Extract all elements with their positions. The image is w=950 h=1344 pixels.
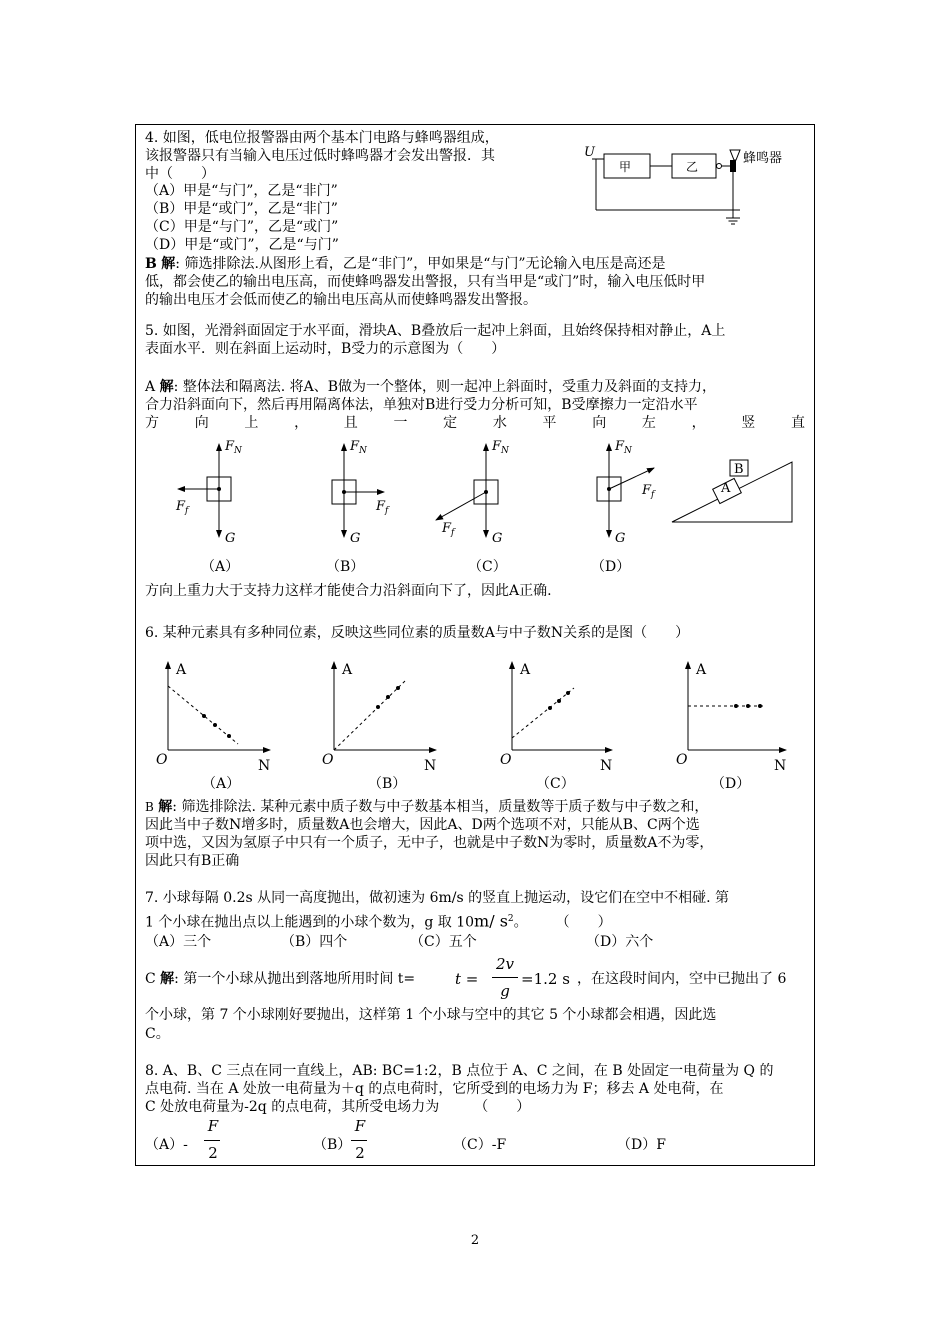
q6-answer-line-2: 因此当中子数N增多时，质量数A也会增大，因此A、D两个选项不对，只能从B、C两个选 — [145, 817, 700, 833]
q7-line-2b: 。 （ ） — [513, 914, 612, 931]
q8-option-b-num: F — [354, 1117, 366, 1135]
q8-option-b-bar — [351, 1140, 367, 1141]
q7-answer-line-3: C。 — [145, 1026, 170, 1042]
force-diagram-d — [597, 439, 656, 546]
q4-answer-line-1 — [145, 255, 666, 273]
q8-option-b-label: （B） — [313, 1137, 352, 1153]
spread-char: 向 — [194, 415, 209, 431]
q4-option-d: （D）甲是“或门”，乙是“与门” — [145, 237, 339, 253]
q5-caption-b: （B） — [326, 559, 365, 575]
svg-text:N: N — [424, 758, 437, 774]
q7-answer-label: C — [145, 971, 156, 987]
svg-text:O: O — [156, 752, 168, 768]
q7-formula-denominator: g — [500, 982, 510, 1000]
svg-text:A: A — [520, 662, 531, 678]
spread-char: 且 — [343, 415, 358, 431]
svg-text:O: O — [500, 752, 512, 768]
q4-answer-line-2: 低，都会使乙的输出电压高，而使蜂鸣器发出警报，只有当甲是“或门”时，输入电压低时甲 — [145, 274, 706, 290]
q5-jie: 解 — [159, 379, 174, 395]
q5-answer-text-1: : 整体法和隔离法. 将A、B做为一个整体，则一起冲上斜面时，受重力及斜面的支持力， — [173, 379, 717, 395]
q7-option-c: （C）五个 — [410, 934, 477, 950]
spread-char: 上 — [244, 415, 259, 431]
svg-text:N: N — [774, 758, 787, 774]
q8-option-c: （C）-F — [453, 1137, 507, 1153]
q5-answer-label: A — [145, 379, 156, 395]
q5-answer-conclusion: 方向上重力大于支持力这样才能使合力沿斜面向下了，因此A正确. — [145, 583, 552, 599]
q4-answer-line-3: 的输出电压才会低而使乙的输出电压高从而使蜂鸣器发出警报。 — [145, 292, 537, 308]
svg-text:FN: $F_N$ — [492, 439, 509, 456]
force-diagram-a — [175, 439, 243, 546]
q6-answer-line-4: 因此只有B正确 — [145, 853, 240, 869]
q8-option-b-den: 2 — [355, 1144, 365, 1162]
q5-answer-line-2: 合力沿斜面向下，然后再用隔离体法，单独对B进行受力分析可知，B受摩擦力一定沿水平 — [145, 397, 698, 413]
q4-line-1: 4. 如图，低电位报警器由两个基本门电路与蜂鸣器组成， — [145, 130, 499, 146]
svg-text:Ff: $F_f$ — [376, 499, 389, 516]
q6-caption-b: （B） — [368, 776, 407, 792]
q6-caption-a: （A） — [202, 776, 241, 792]
svg-text:G: G — [492, 531, 503, 546]
buzzer-label: 蜂鸣器 — [743, 151, 783, 166]
q7-unit-exp: 2 — [507, 914, 514, 924]
q5-caption-a: （A） — [201, 559, 240, 575]
q7-formula-lhs: t = — [455, 970, 479, 988]
svg-text:A: A — [721, 481, 731, 496]
q4-jie: 解 — [161, 256, 176, 272]
q7-formula-rhs: =1.2 s — [521, 970, 570, 988]
q7-unit: m/ s — [474, 911, 508, 931]
svg-text:Ff: $F_f$ — [442, 521, 455, 538]
q8-line-3: C 处放电荷量为-2q 的点电荷，其所受电场力为 （ ） — [145, 1099, 531, 1115]
isotope-graph-d — [676, 662, 786, 774]
spread-char: ， — [691, 415, 706, 431]
not-bubble — [717, 164, 722, 169]
spread-char: 方 — [145, 415, 159, 431]
q7-answer-text-b: ，在这段时间内，空中已抛出了 6 — [577, 971, 787, 987]
q7-formula-numerator: 2v — [495, 955, 515, 973]
q7-line-2 — [145, 910, 612, 932]
q8-option-a-num: F — [207, 1117, 219, 1135]
svg-text:A: A — [342, 662, 353, 678]
q6-caption-c: （C） — [536, 776, 575, 792]
q7-answer-line-1a — [145, 970, 415, 988]
q8-line-1: 8. A、B、C 三点在同一直线上，AB: BC=1:2，B 点位于 A、C 之间，在 B 处固定一电荷量为 Q 的 — [145, 1063, 774, 1079]
svg-text:O: O — [322, 752, 334, 768]
spread-char: 向 — [592, 415, 607, 431]
svg-text:G: G — [350, 531, 361, 546]
svg-text:Ff: $F_f$ — [176, 499, 189, 516]
q4-option-b: （B）甲是“或门”，乙是“非门” — [145, 201, 338, 217]
q8-option-d: （D）F — [617, 1137, 666, 1153]
buzzer-icon — [730, 160, 736, 172]
isotope-graph-c — [500, 662, 612, 774]
q7-fraction-bar — [492, 977, 518, 978]
isotope-graph-b — [322, 662, 436, 774]
svg-text:FN: $F_N$ — [615, 439, 632, 456]
force-diagram-c — [436, 439, 510, 546]
q7-line-2a: 1 个小球在抛出点以上能遇到的小球个数为，g 取 10 — [145, 914, 475, 931]
q6-line: 6. 某种元素具有多种同位素，反映这些同位素的质量数A与中子数N关系的是图（ ） — [145, 625, 690, 641]
q5-caption-c: （C） — [468, 559, 507, 575]
svg-text:B: B — [734, 462, 744, 477]
spread-char: 竖 — [741, 415, 756, 431]
circuit-input-label: U — [584, 145, 595, 160]
q8-line-2: 点电荷. 当在 A 处放一电荷量为＋q 的点电荷时，它所受到的电场力为 F；移去 A 处电荷，在 — [145, 1081, 724, 1097]
ground-icon — [726, 218, 740, 224]
incline-diagram — [672, 460, 792, 522]
q6-answer-line-1 — [145, 798, 708, 816]
q4-circuit-diagram — [580, 138, 800, 238]
q7-jie: 解 — [160, 971, 175, 987]
q6-caption-d: （D） — [711, 776, 751, 792]
q7-answer-text-a: : 第一个小球从抛出到落地所用时间 t= — [174, 971, 416, 987]
spread-char: 一 — [393, 415, 408, 431]
q5-answer-line-1 — [145, 378, 716, 396]
svg-text:N: N — [600, 758, 613, 774]
q5-caption-d: （D） — [591, 559, 631, 575]
q5-line-2: 表面水平．则在斜面上运动时，B受力的示意图为（ ） — [145, 341, 506, 357]
q6-graphs — [150, 658, 810, 774]
q8-option-a-bar — [204, 1140, 220, 1141]
spread-char: 水 — [492, 415, 507, 431]
svg-text:FN: $F_N$ — [350, 439, 367, 456]
svg-text:Ff: $F_f$ — [642, 483, 655, 500]
q7-option-b: （B）四个 — [281, 934, 348, 950]
svg-text:O: O — [676, 752, 688, 768]
q6-jie: 解 — [158, 799, 173, 815]
spread-char: 左 — [641, 415, 656, 431]
q7-answer-line-2: 个小球，第 7 个小球刚好要抛出，这样第 1 个小球与空中的其它 5 个小球都会相遇，因此选 — [145, 1007, 717, 1023]
q4-answer-text-1: : 筛选排除法.从图形上看，乙是“非门”，甲如果是“与门”无论输入电压是高还是 — [175, 256, 666, 272]
spread-char: 平 — [542, 415, 557, 431]
q7-line-1: 7. 小球每隔 0.2s 从同一高度抛出，做初速为 6m/s 的竖直上抛运动，设它们在空中不相碰. 第 — [145, 890, 730, 906]
isotope-graph-a — [156, 662, 270, 774]
spread-char: 定 — [443, 415, 458, 431]
q6-answer-label: B — [145, 800, 154, 814]
spread-char: ， — [294, 415, 309, 431]
q8-option-a-label: （A）- — [145, 1137, 188, 1153]
q5-answer-spread-line — [145, 414, 805, 432]
q7-option-a: （A）三个 — [145, 934, 212, 950]
svg-text:A: A — [696, 662, 707, 678]
page-number: 2 — [470, 1233, 480, 1248]
force-diagram-b — [332, 439, 390, 546]
q6-answer-line-3: 项中选，又因为氢原子中只有一个质子，无中子，也就是中子数N为零时，质量数A不为零， — [145, 835, 714, 851]
q4-line-2: 该报警器只有当输入电压过低时蜂鸣器才会发出警报．其 — [145, 148, 495, 164]
svg-text:A: A — [176, 662, 187, 678]
q4-answer-label: B — [145, 256, 157, 272]
q8-option-a-den: 2 — [208, 1144, 218, 1162]
q6-answer-text-1: : 筛选排除法. 某种元素中质子数与中子数基本相当，质量数等于质子数与中子数之和， — [172, 799, 709, 815]
q7-option-d: （D）六个 — [586, 934, 654, 950]
gate-jia-label: 甲 — [619, 160, 632, 174]
svg-text:N: N — [258, 758, 271, 774]
q4-option-a: （A）甲是“与门”，乙是“非门” — [145, 183, 338, 199]
svg-text:G: G — [615, 531, 626, 546]
q5-line-1: 5. 如图，光滑斜面固定于水平面，滑块A、B叠放后一起冲上斜面，且始终保持相对静止，A上 — [145, 323, 726, 339]
q4-line-3: 中（ ） — [145, 166, 215, 182]
svg-text:FN: $F_N$ — [225, 439, 242, 456]
gate-yi-label: 乙 — [686, 160, 699, 174]
spread-char: 直 — [790, 415, 805, 431]
svg-text:G: G — [225, 531, 236, 546]
q4-option-c: （C）甲是“与门”，乙是“或门” — [145, 219, 339, 235]
